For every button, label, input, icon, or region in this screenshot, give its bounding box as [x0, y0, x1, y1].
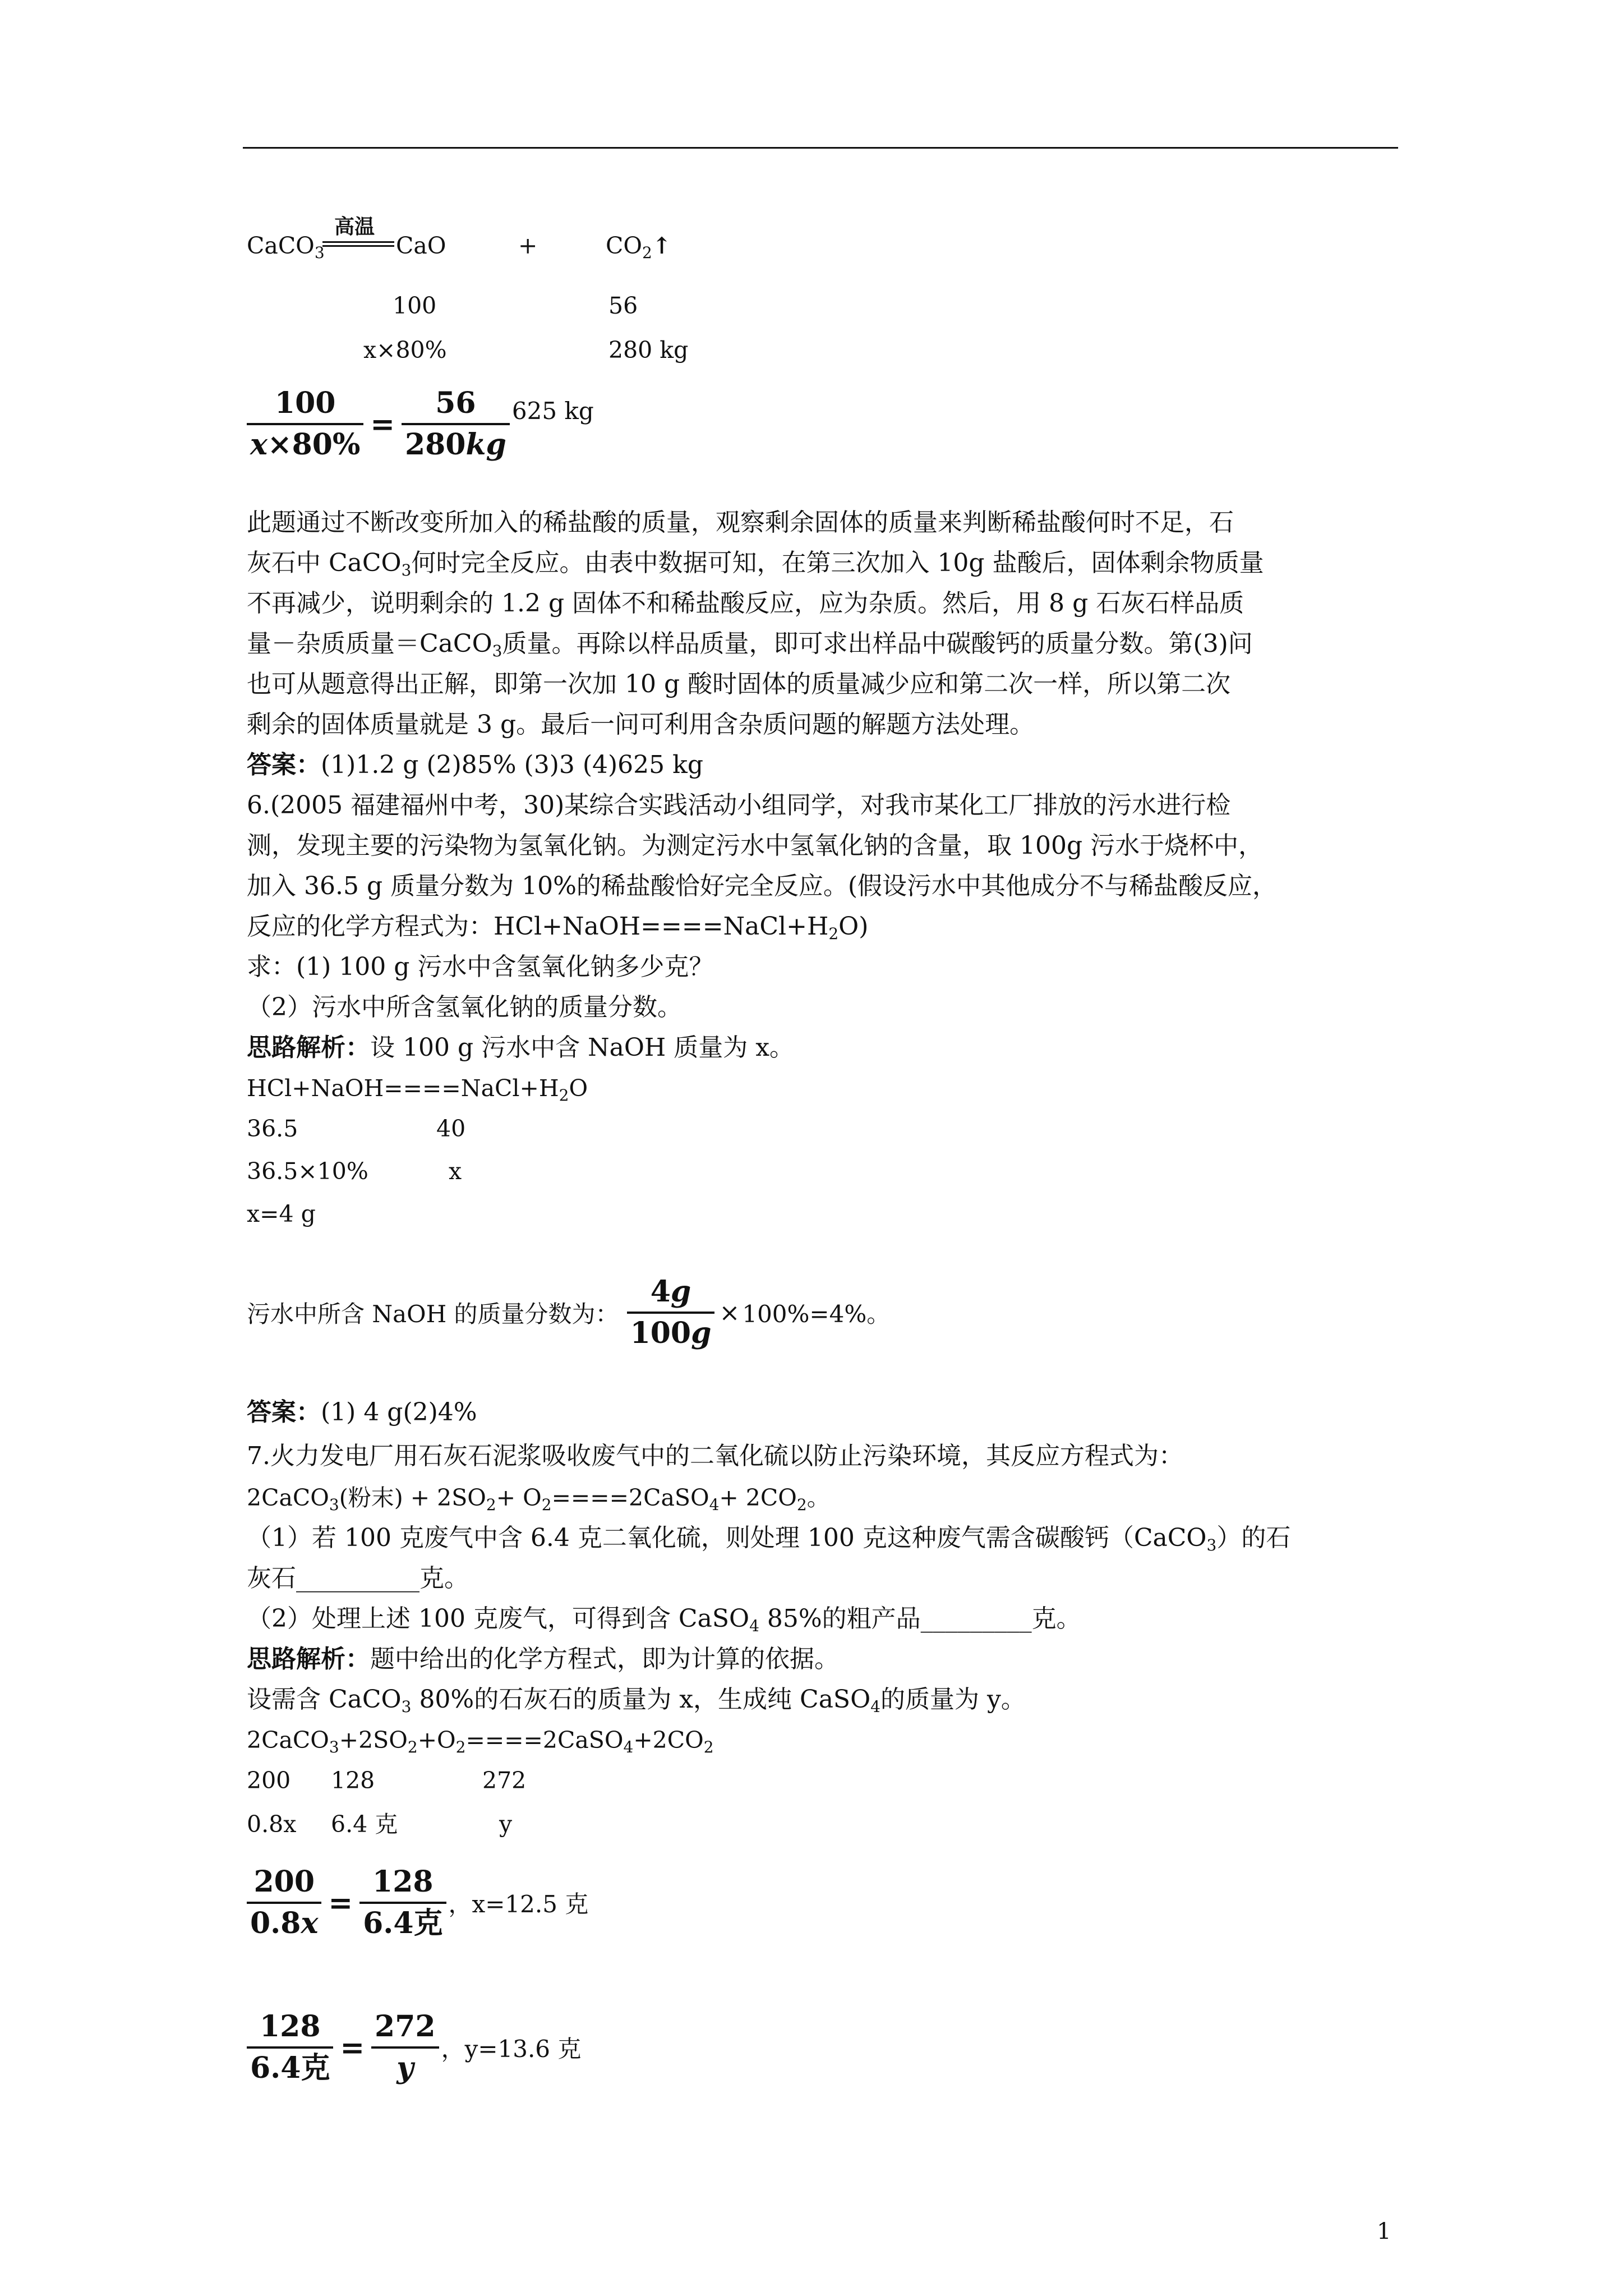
answer-5: 答案：(1)1.2 g (2)85% (3)3 (4)625 kg: [247, 751, 703, 779]
sol7-proportion-2: $\frac{128}{\text{6.4克}}$ = $\frac{272}{y}$ ，y=13.6 克: [247, 2009, 581, 2086]
eq1-product2: $CO_2↑$: [606, 232, 672, 262]
q6-line-5: 求：(1) 100 g 污水中含氢氧化钠多少克？: [247, 953, 714, 981]
sol7-given1: 0.8x: [247, 1811, 297, 1838]
eq1-reactant: CaCO$_3$: [247, 232, 325, 262]
sol6-intro: 思路解析：设 100 g 污水中含 NaOH 质量为 x。: [247, 1033, 795, 1062]
eq1-given1: x×80%: [363, 337, 447, 364]
q7-line-5: （2）处理上述 100 克废气，可得到含 CaSO$_4$ 85%的粗产品_________克。: [247, 1604, 1081, 1635]
answer-6: 答案：(1) 4 g(2)4%: [247, 1398, 477, 1427]
explanation-line-5: 也可从题意得出正解，即第一次加 10 g 酸时固体的质量减少应和第二次一样，所以第二次: [247, 670, 1231, 698]
reaction-condition: 高温: [334, 215, 375, 238]
q6-line-3: 加入 36.5 g 质量分数为 10%的稀盐酸恰好完全反应。(假设污水中其他成分不与稀盐酸反应，: [247, 872, 1278, 900]
explanation-line-2: 灰石中 CaCO$_3$何时完全反应。由表中数据可知，在第三次加入 10g 盐酸后，固体剩余物质量: [247, 549, 1264, 579]
sol6-result: x=4 g: [247, 1200, 316, 1227]
sol7-mass3: 272: [482, 1767, 527, 1794]
sol6-percentage: 污水中所含 NaOH 的质量分数为： $\frac{4g}{100g}$ ×100%=4%。: [247, 1274, 891, 1350]
q7-line-1: 7.火力发电厂用石灰石泥浆吸收废气中的二氧化硫以防止污染环境，其反应方程式为：: [247, 1442, 1183, 1470]
sol7-proportion-1: $\frac{200}{0.8x}$ = $\frac{128}{\text{6.4克}}$ ，x=12.5 克: [247, 1865, 588, 1941]
eq1-mass1: 100: [393, 292, 437, 319]
q7-line-3: （1）若 100 克废气中含 6.4 克二氧化硫，则处理 100 克这种废气需含碳酸钙（CaCO$_3$）的石: [247, 1524, 1291, 1554]
q7-equation: 2CaCO$_3$(粉末) + $2SO_2+$ $O_2====2CaSO_4+ 2CO_2$。: [247, 1484, 830, 1514]
eq1-plus: +: [518, 232, 538, 259]
q7-line-4: 灰石__________克。: [247, 1564, 469, 1593]
q6-line-4: 反应的化学方程式为：$HCl+NaOH====NaCl+H_2O$): [247, 912, 869, 943]
explanation-line-1: 此题通过不断改变所加入的稀盐酸的质量，观察剩余固体的质量来判断稀盐酸何时不足，石: [247, 508, 1234, 537]
sol7-given3: y: [499, 1811, 513, 1838]
proportion-1: $\frac{100}{x\times 80\%}$ = $\frac{56}{280kg}$ 625 kg: [247, 386, 594, 462]
double-equals-sign: [322, 241, 394, 247]
page-number: 1: [1377, 2219, 1391, 2244]
sol6-mass2: 40: [436, 1115, 466, 1142]
q6-line-1: 6.(2005 福建福州中考，30)某综合实践活动小组同学，对我市某化工厂排放的污水进行检: [247, 791, 1231, 820]
header-rule: [243, 147, 1398, 149]
eq1-mass2: 56: [608, 292, 638, 319]
sol7-given2: 6.4 克: [331, 1811, 398, 1838]
explanation-line-6: 剩余的固体质量就是 3 g。最后一问可利用含杂质问题的解题方法处理。: [247, 710, 1035, 739]
sol6-given1: 36.5×10%: [247, 1158, 368, 1185]
sol6-mass1: 36.5: [247, 1115, 298, 1142]
sol7-intro: 思路解析：题中给出的化学方程式，即为计算的依据。: [247, 1645, 839, 1673]
sol7-equation: $2CaCO_3+2SO_2+O_2====2CaSO_4+2CO_2$: [247, 1727, 714, 1756]
explanation-line-3: 不再减少，说明剩余的 1.2 g 固体不和稀盐酸反应，应为杂质。然后，用 8 g 石灰石样品质: [247, 589, 1244, 618]
gas-arrow-icon: ↑: [652, 232, 672, 259]
eq1-product1: CaO: [396, 232, 446, 259]
sol6-equation: $HCl+NaOH====NaCl+H_2O$: [247, 1075, 588, 1105]
sol7-mass2: 128: [331, 1767, 375, 1794]
sol7-setup: 设需含 CaCO$_3$ 80%的石灰石的质量为 x，生成纯 CaSO$_4$的质量为 y。: [247, 1685, 1026, 1716]
sol7-mass1: 200: [247, 1767, 291, 1794]
q6-line-6: （2）污水中所含氢氧化钠的质量分数。: [247, 993, 682, 1022]
explanation-line-4: 量－杂质质量＝CaCO$_3$质量。再除以样品质量，即可求出样品中碳酸钙的质量分数。第(3)问: [247, 629, 1253, 660]
q6-line-2: 测，发现主要的污染物为氢氧化钠。为测定污水中氢氧化钠的含量，取 100g 污水于烧杯中，: [247, 831, 1264, 860]
eq1-given2: 280 kg: [608, 337, 689, 364]
sol6-given2: x: [449, 1158, 462, 1185]
